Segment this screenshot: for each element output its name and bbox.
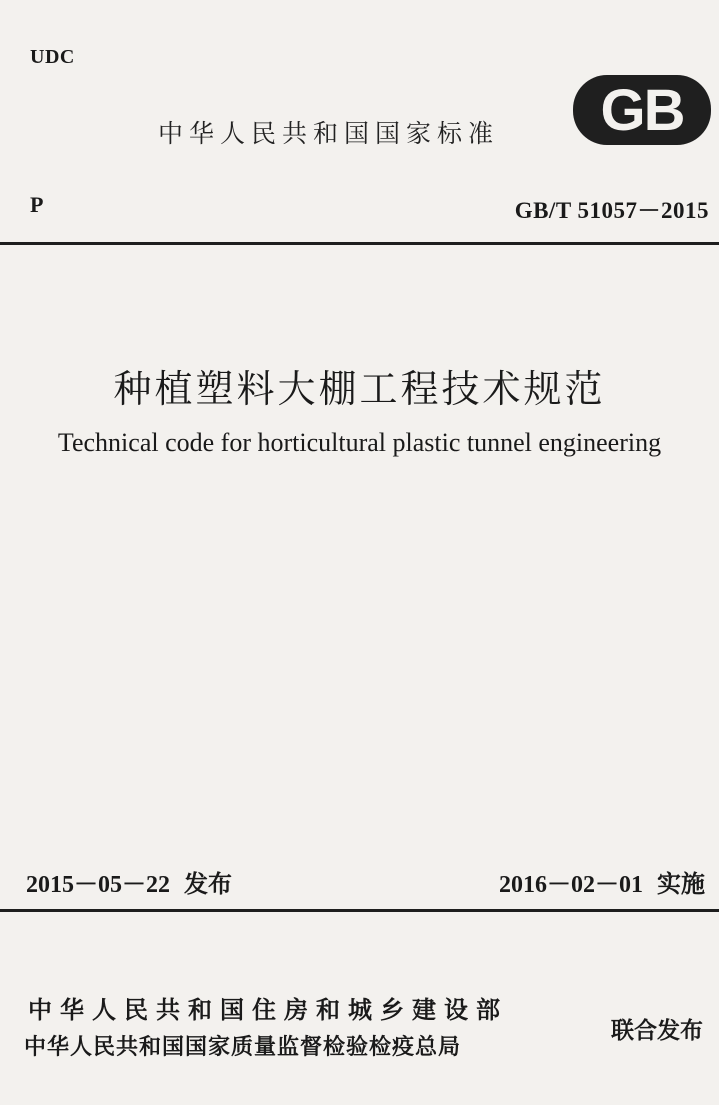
gb-logo [572,74,712,146]
footer-divider [0,909,719,912]
udc-label: UDC [30,46,75,68]
issuer-aqsiq: 中华人民共和国国家质量监督检验检疫总局 [24,1035,462,1060]
standard-number: GB/T 51057－2015 [514,198,709,223]
implement-label: 实施 [657,870,705,898]
issue-date: 2015－05－22 [26,872,170,898]
issuer-ministry: 中华人民共和国住房和城乡建设部 [28,996,508,1024]
header-divider [0,242,719,245]
national-standard-heading: 中华人民共和国国家标准 [158,119,500,148]
issue-label: 发布 [184,870,232,898]
implement-date: 2016－02－01 [499,872,643,898]
gb-logo-text: GB [600,78,684,143]
issue-date-block [26,864,232,899]
classification-code: P [30,192,44,217]
title-chinese: 种植塑料大棚工程技术规范 [113,367,606,411]
joint-issue-label: 联合发布 [611,1018,703,1044]
title-english: Technical code for horticultural plastic tunnel engineering [57,428,662,457]
implement-date-block [499,864,705,899]
